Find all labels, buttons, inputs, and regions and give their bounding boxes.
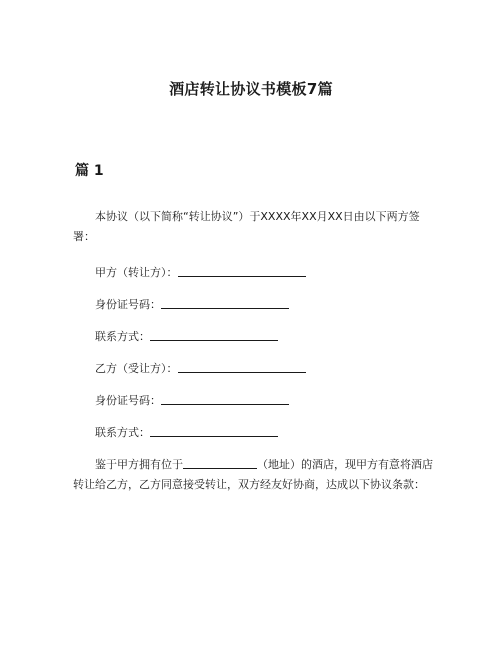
party-b-id-line (95, 391, 289, 411)
party-a-line (95, 263, 306, 283)
party-b-id-label: 身份证号码： (95, 394, 161, 407)
whereas-paragraph (73, 455, 435, 495)
party-a-contact-blank (150, 328, 278, 341)
party-a-contact-line (95, 327, 278, 347)
document-title: 酒店转让协议书模板7篇 (169, 80, 333, 98)
party-b-contact-line (95, 423, 278, 443)
party-b-id-blank (161, 392, 289, 405)
party-a-id-label: 身份证号码： (95, 298, 161, 311)
intro-paragraph: 本协议（以下简称“转让协议”）于XXXX年XX月XX日由以下两方签署： (73, 210, 420, 243)
party-a-blank (178, 264, 306, 277)
party-a-contact-label: 联系方式： (95, 330, 150, 343)
party-a-label: 甲方（转让方）： (95, 266, 178, 279)
party-b-line (95, 359, 306, 379)
party-b-label: 乙方（受让方）： (95, 362, 178, 375)
party-a-id-blank (161, 296, 289, 309)
party-b-blank (178, 360, 306, 373)
party-b-contact-blank (150, 424, 278, 437)
address-blank (183, 456, 257, 469)
whereas-prefix: 鉴于甲方拥有位于 (95, 458, 183, 471)
party-b-contact-label: 联系方式： (95, 426, 150, 439)
party-a-id-line (95, 295, 289, 315)
whereas-suffix: （地址）的酒店，现甲方有意将酒店转让给乙方，乙方同意接受转让，双方经友好协商，达成以下协议条款： (73, 458, 433, 491)
section-heading: 篇 1 (75, 163, 104, 179)
